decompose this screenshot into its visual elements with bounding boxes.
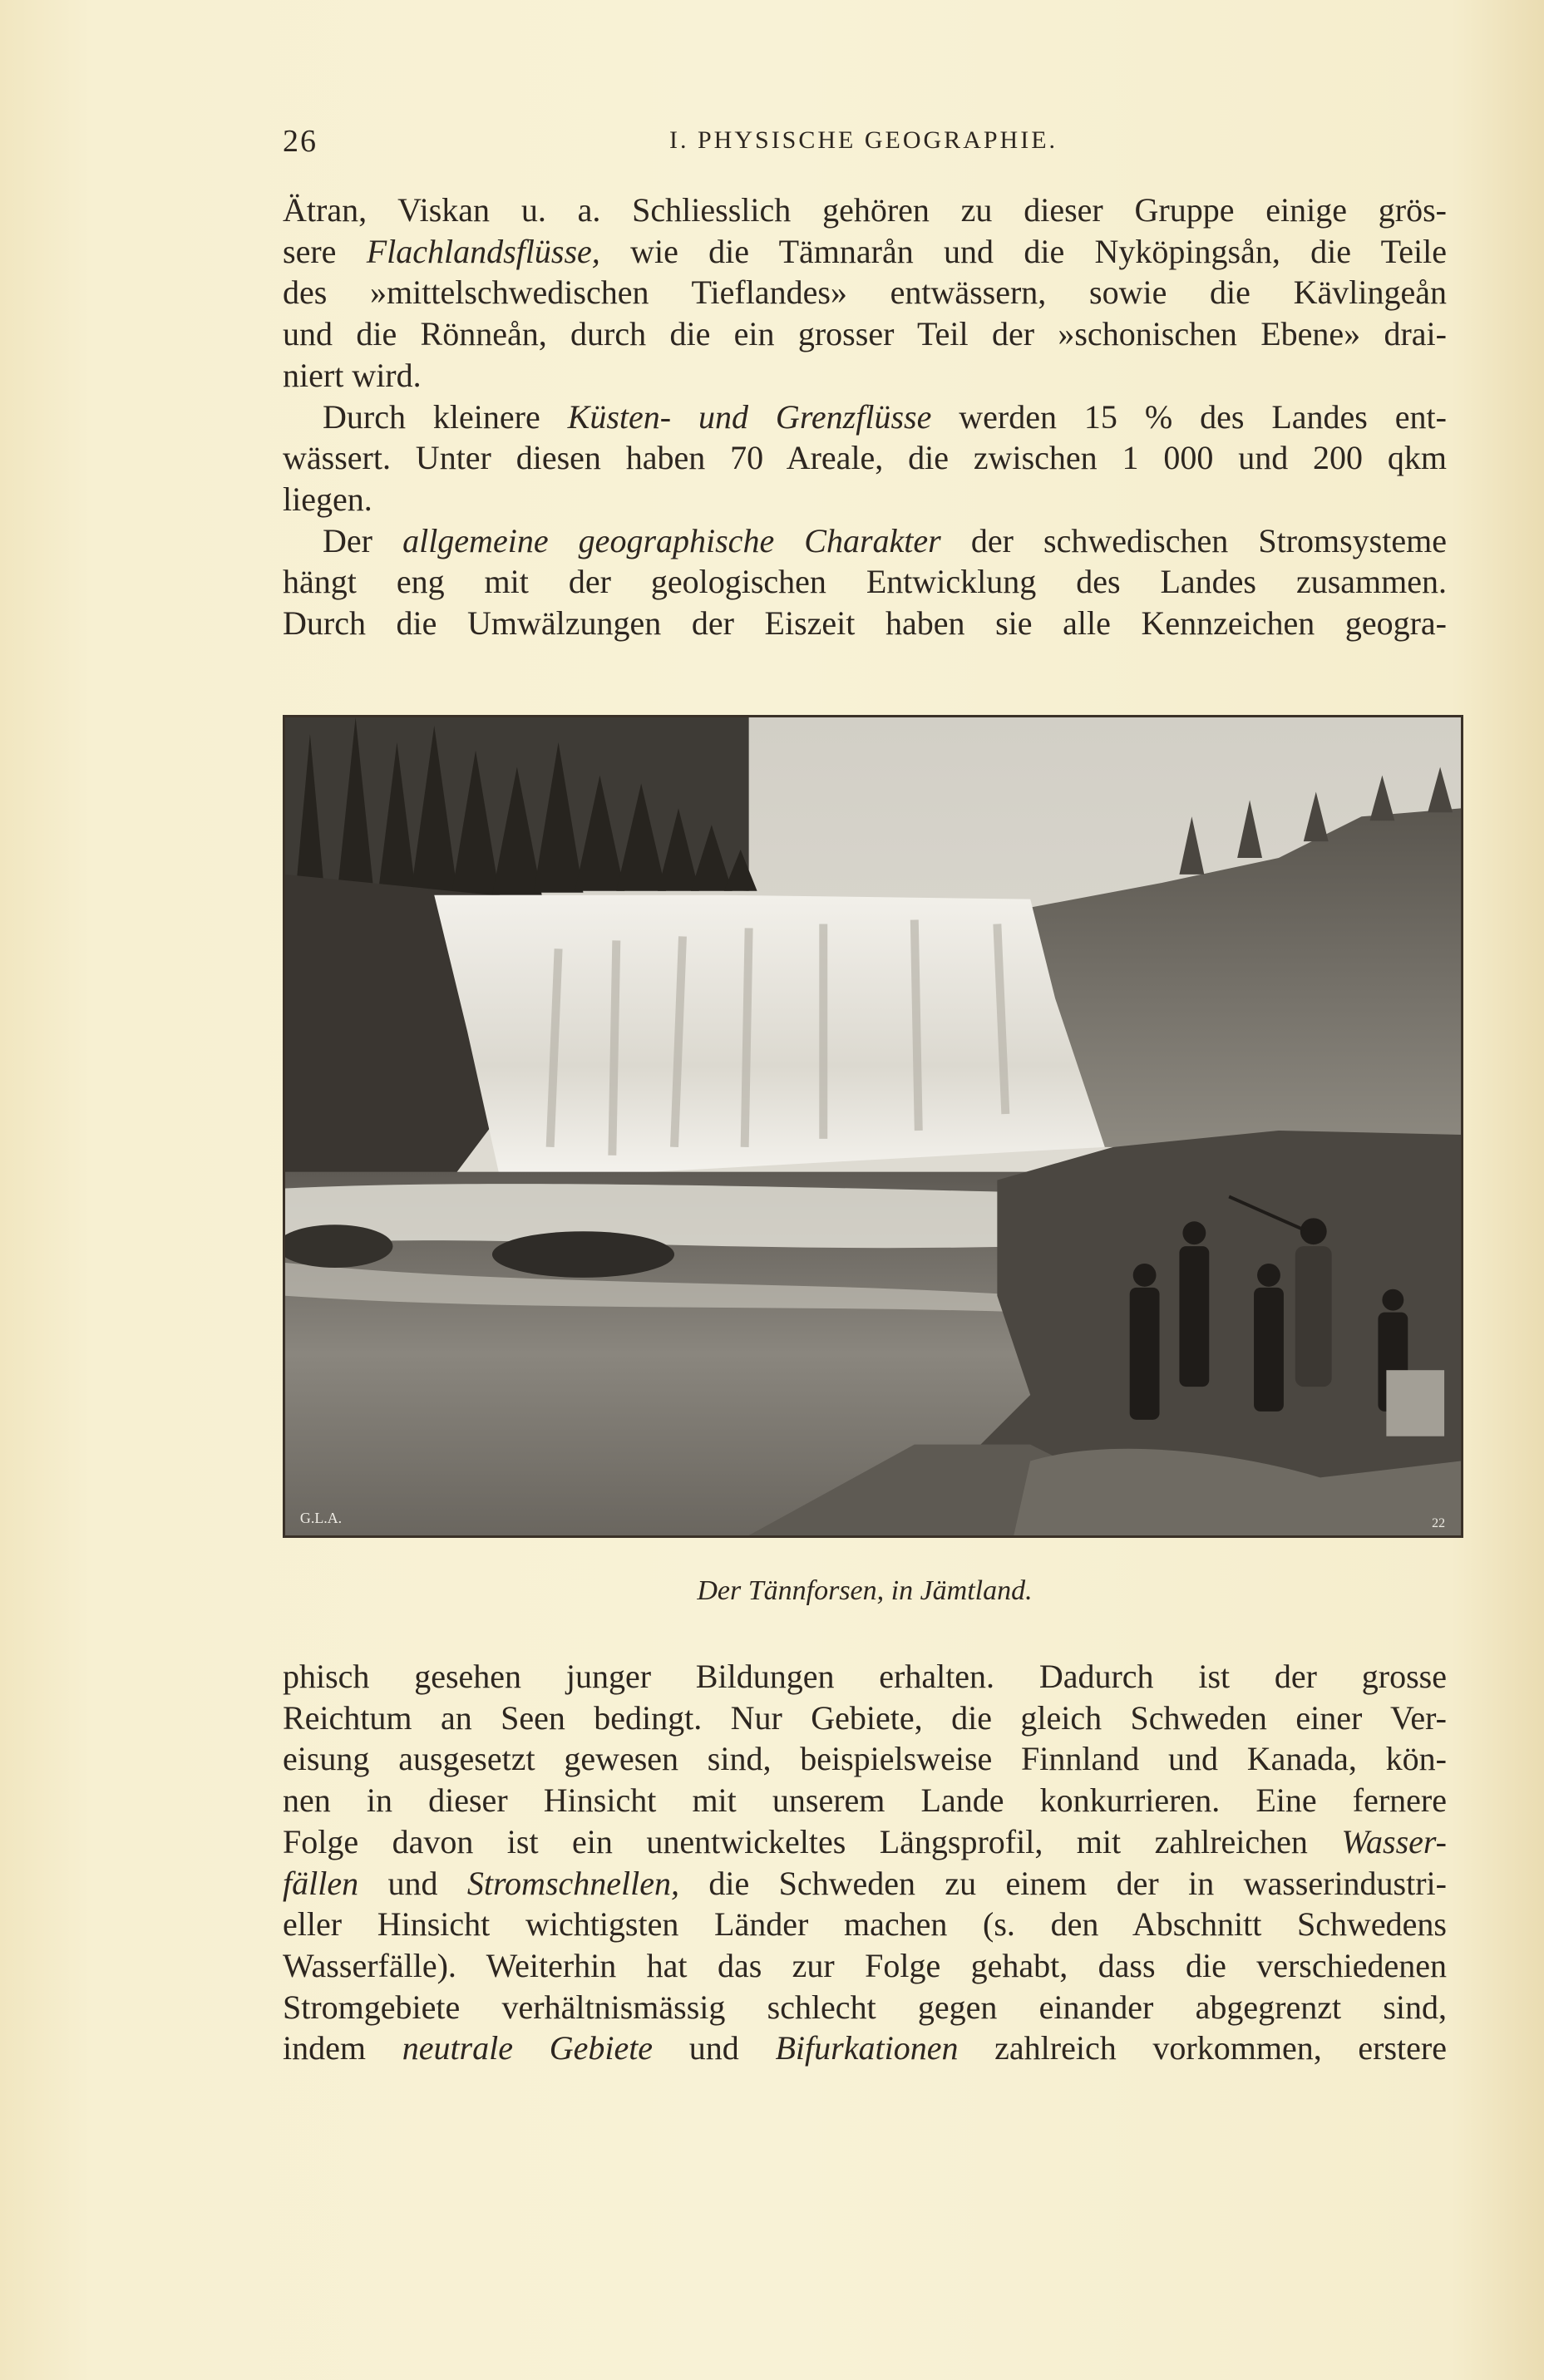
text-run: Folge davon ist ein unentwickeltes Längsprofil, mit zahlreichen <box>283 1822 1342 1860</box>
photo-illustration <box>285 717 1461 1535</box>
photo-plate-number: 22 <box>1432 1516 1446 1531</box>
text-block-bottom <box>283 1656 1447 2069</box>
text-run: die Schweden zu einem der in wasserindustri- <box>679 1864 1447 1902</box>
italic-term: fällen <box>283 1864 359 1902</box>
text-line: phisch gesehen junger Bildungen erhalten. Dadurch ist der grosse <box>283 1658 1447 1695</box>
page-number: 26 <box>283 124 318 159</box>
paragraph-3 <box>283 520 1447 644</box>
italic-term: neutrale Gebiete <box>402 2029 654 2067</box>
text-line: nen in dieser Hinsicht mit unserem Lande konkurrieren. Eine fernere <box>283 1781 1447 1820</box>
text-line: Wasserfälle). Weiterhin hat das zur Folge gehabt, dass die verschiedenen <box>283 1946 1447 1984</box>
text-line <box>283 520 1447 562</box>
text-run: Durch kleinere <box>323 397 568 436</box>
page-header <box>283 123 1447 165</box>
italic-term: Bifurkationen <box>775 2029 959 2067</box>
text-run: indem <box>283 2029 402 2067</box>
text-line <box>283 1821 1447 1863</box>
text-run: wie die Tämnarån und die Nyköpingsån, die Teile <box>599 232 1447 270</box>
italic-term: Küsten- und Grenzflüsse <box>567 397 932 436</box>
text-line: wässert. Unter diesen haben 70 Areale, die zwischen 1 000 und 200 qkm <box>283 439 1447 477</box>
running-head: I. PHYSISCHE GEOGRAPHIE. <box>669 126 1058 154</box>
photo-signature: G.L.A. <box>299 1510 343 1527</box>
text-line: und die Rönneån, durch die ein grosser Teil der »schonischen Ebene» drai- <box>283 315 1447 353</box>
text-line: eller Hinsicht wichtigsten Länder machen (s. den Abschnitt Schwedens <box>283 1905 1447 1944</box>
figure-caption: Der Tännforsen, in Jämtland. <box>697 1575 1033 1606</box>
paragraph-2 <box>283 397 1447 520</box>
text-line: Reichtum an Seen bedingt. Nur Gebiete, die gleich Schweden einer Ver- <box>283 1698 1447 1737</box>
text-run: der schwedischen Stromsysteme <box>940 521 1447 559</box>
text-line: niert wird. <box>283 356 422 394</box>
figure-person <box>1130 1288 1160 1420</box>
waterfall-photograph <box>283 715 1463 1538</box>
text-run: und <box>358 1864 467 1902</box>
text-line: liegen. <box>283 480 372 518</box>
paragraph-4 <box>283 1656 1447 2069</box>
text-run: zahlreich vorkommen, erstere <box>958 2029 1448 2067</box>
text-line <box>283 397 1447 438</box>
text-run: und <box>653 2029 776 2067</box>
text-line: Ätran, Viskan u. a. Schliesslich gehören zu dieser Gruppe einige grös- <box>283 191 1447 229</box>
text-line: des »mittelschwedischen Tieflandes» entwässern, sowie die Kävlingeån <box>283 273 1447 312</box>
text-line: Durch die Umwälzungen der Eiszeit haben sie alle Kennzeichen geogra- <box>283 604 1447 643</box>
italic-term: allgemeine geographische Charakter <box>402 521 941 559</box>
text-line <box>283 1863 1447 1904</box>
text-line <box>283 2028 1447 2069</box>
text-block-top <box>283 190 1447 644</box>
text-line: Stromgebiete verhältnismässig schlecht gegen einander abgegrenzt sind, <box>283 1988 1447 2026</box>
italic-term: Flachlandsflüsse, <box>366 232 600 270</box>
italic-term: Wasser- <box>1341 1822 1447 1860</box>
text-line: eisung ausgesetzt gewesen sind, beispielsweise Finnland und Kanada, kön- <box>283 1740 1447 1778</box>
text-run: Der <box>323 521 403 559</box>
text-run: werden 15 % des Landes ent- <box>931 397 1447 436</box>
text-run: sere <box>283 232 367 270</box>
italic-term: Stromschnellen, <box>466 1864 679 1902</box>
text-line <box>283 231 1447 273</box>
paragraph-1 <box>283 190 1447 397</box>
text-line: hängt eng mit der geologischen Entwicklung des Landes zusammen. <box>283 563 1447 601</box>
